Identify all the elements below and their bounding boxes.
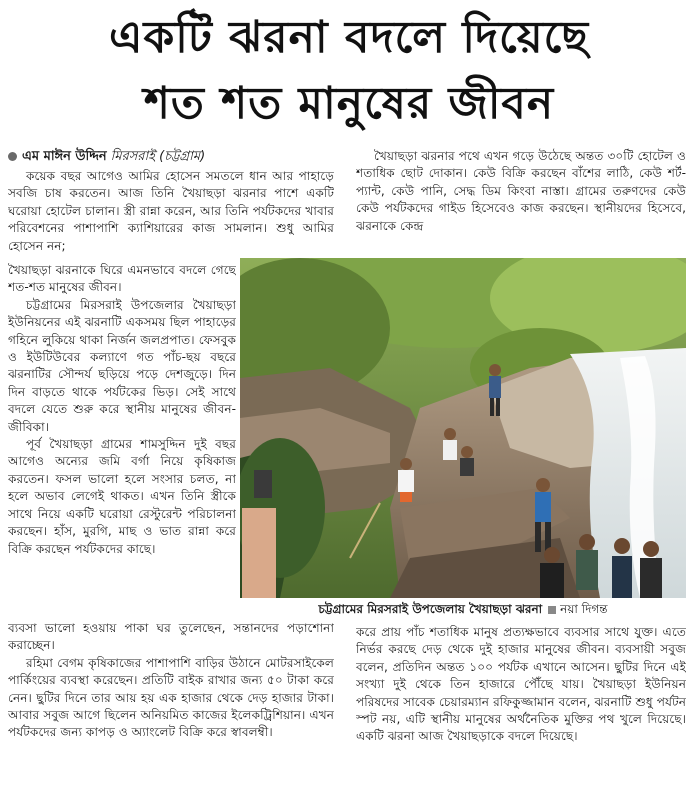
caption-credit: নয়া দিগন্ত (560, 602, 608, 616)
byline (8, 148, 348, 165)
headline-line-1: একটি ঝরনা বদলে দিয়েছে (108, 12, 589, 63)
paragraph: রহিমা বেগম কৃষিকাজের পাশাপাশি বাড়ির উঠানে মোটরসাইকেল পার্কিংয়ের ব্যবস্থা করেছেন। প্রতিটি বাইক রাখার জন্য ৫০ টাকা করে নেন। ছুটির দিনে তার আয় হয় এক হাজার থেকে দেড় হাজার টাকা। আবার সবুজ আগে ছিলেন অনিয়মিত কাজের ইলেকট্রিশিয়ান। এখন পর্যটকদের জন্য কাপড় ও অ্যাংলেট বিক্রি করে স্বাবলম্বী। (8, 655, 334, 740)
article-column-2-bottom (356, 624, 686, 782)
paragraph: কয়েক বছর আগেও আমির হোসেন সমতলে ধান আর পাহাড়ে সবজি চাষ করতেন। আজ তিনি খৈয়াছড়া ঝরনার পাশে একটি ঘরোয়া হোটেল চালান। স্ত্রী রান্না করেন, আর তিনি পর্যটকদের খাবার পরিবেশনের পাশাপাশি ক্যাশিয়ারের কাজ সামলান। শুধু আমির হোসেন নন; (8, 169, 334, 253)
photo-caption (240, 599, 686, 619)
paragraph: চট্টগ্রামের মিরসরাই উপজেলার খৈয়াছড়া ইউনিয়নের এই ঝরনাটি একসময় ছিল পাহাড়ের গহিনে লুকিয়ে থাকা নির্জন জলপ্রপাত। ফেসবুক ও ইউটিউবের কল্যাণে গত পাঁচ-ছয় বছরে ঝরনাটির সৌন্দর্য ছড়িয়ে পড়ে দেশজুড়ে। দিন দিন বাড়তে থাকে পর্যটকের ভিড়। সেই সাথে বদলে যেতে শুরু করে স্থানীয় মানুষের জীবন-জীবিকা। (8, 297, 236, 434)
paragraph: পূর্ব খৈয়াছড়া গ্রামের শামসুদ্দিন দুই বছর আগেও অন্যের জমি বর্গা নিয়ে কৃষিকাজ করতেন। ফসল ভালো হলে সংসার চলত, না হলে অভাব লেগেই থাকত। এখন তিনি স্ত্রীকে সাথে নিয়ে একটি ঘরোয়া রেস্টুরেন্ট পরিচালনা করছেন। হাঁস, মুরগি, মাছ ও ভাত রান্না করে বিক্রি করছেন পর্যটকদের কাছে। (8, 437, 236, 556)
headline-line-2: শত শত মানুষের জীবন (143, 78, 555, 129)
bullet-icon (8, 152, 17, 161)
byline-place: মিরসরাই (চট্টগ্রাম) (110, 149, 206, 164)
caption-text: চট্টগ্রামের মিরসরাই উপজেলায় খৈয়াছড়া ঝরনা (318, 602, 543, 616)
paragraph: খৈয়াছড়া ঝরনাকে ঘিরে এমনভাবে বদলে গেছে শত-শত মানুষের জীবন। (8, 263, 236, 295)
paragraph: খৈয়াছড়া ঝরনার পথে এখন গড়ে উঠেছে অন্তত ৩০টি হোটেল ও শতাধিক ছোট দোকান। কেউ বিক্রি করছেন বাঁশের লাঠি, কেউ শর্ট-প্যান্ট, কেউ পানি, সেদ্ধ ডিম কিংবা নাস্তা। গ্রামের তরুণদের কেউ কেউ পর্যটকদের গাইড হিসেবেও কাজ করছেন। স্থানীয়দের হিসেবে, ঝরনাকে কেন্দ্র (356, 149, 686, 233)
article-column-1-bottom (8, 620, 334, 780)
waterfall-photo (240, 258, 686, 598)
article-column-1-top (8, 168, 334, 264)
article-column-1-mid (8, 262, 236, 622)
paragraph: ব্যবসা ভালো হওয়ায় পাকা ঘর তুলেছেন, সন্তানদের পড়াশোনা করাচ্ছেন। (8, 621, 334, 653)
square-icon (548, 606, 556, 614)
article-column-2-top (356, 148, 686, 256)
byline-author: এম মাঈন উদ্দিন (22, 149, 107, 164)
paragraph: করে প্রায় পাঁচ শতাধিক মানুষ প্রত্যক্ষভাবে ব্যবসার সাথে যুক্ত। এতে নির্ভর করছে দেড় থেকে দুই হাজার মানুষের জীবন। ব্যবসায়ী সবুজ বলেন, প্রতিদিন অন্তত ১০০ পর্যটক এখানে আসেন। ছুটির দিনে এই সংখ্যা দুই থেকে তিন হাজারে পৌঁছে যায়। খৈয়াছড়া ইউনিয়ন পরিষদের সাবেক চেয়ারম্যান রফিকুজ্জামান বলেন, ঝরনাটি শুধু পর্যটন স্পট নয়, এটি স্থানীয় মানুষের অর্থনৈতিক মুক্তির পথ খুলে দিয়েছে। একটি ঝরনা আজ খৈয়াছড়াকে বদলে দিয়েছে। (356, 625, 686, 744)
